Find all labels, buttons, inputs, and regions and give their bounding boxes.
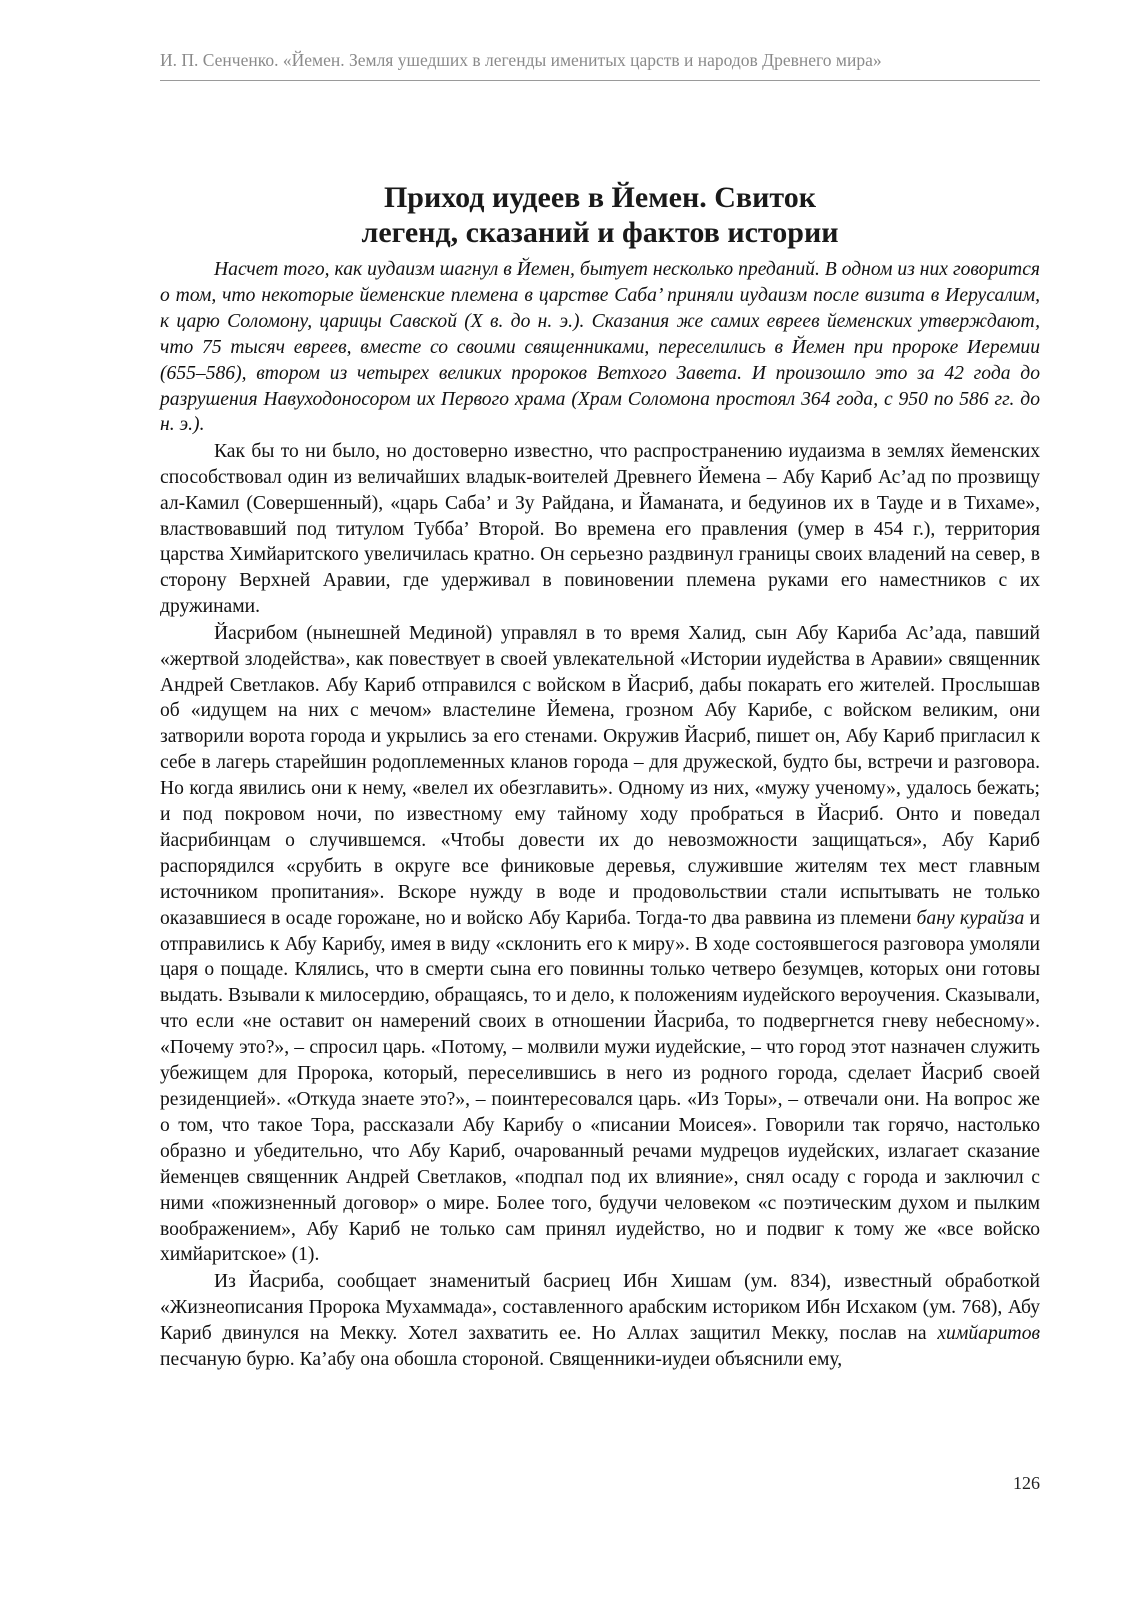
paragraph-4-text-b: песчаную бурю. Ка’абу она обошла стороной. Священники-иудеи объяснили ему, [160,1348,843,1370]
page-number: 126 [1013,1473,1040,1493]
paragraph-3-text-a: Йасрибом (нынешней Мединой) управлял в то время Халид, сын Абу Кариба Ас’ада, павший «жертвой злодейства», как повествует в своей увлекательной «Истории иудейства в Аравии» священник Андрей Светлаков. Абу Кариб отправился с войском в Йасриб, дабы покарать его жителей. Прослышав об «идущем на них с мечом» властелине Йемена, грозном Абу Карибе, с войском великим, они затворили ворота города и укрылись за его стенами. Окружив Йасриб, пишет он, Абу Кариб пригласил к себе в лагерь старейшин родоплеменных кланов города – для дружеской, будто бы, встречи и разговора. Но когда явились они к нему, «велел их обезглавить». Одному из них, «мужу ученому», удалось бежать; и под покровом ночи, по известному ему тайному ходу пробраться в Йасриб. Онто и поведал йасрибинцам о случившемся. «Чтобы довести их до невозможности защищаться», Абу Кариб распорядился «срубить в округе все финиковые деревья, служившие жителям тех мест главным источником пропитания». Вскоре нужду в воде и продовольствии стали испытывать не только оказавшиеся в осаде горожане, но и войско Абу Кариба. Тогда-то два раввина из племени [160,622,1040,929]
intro-paragraph: Насчет того, как иудаизм шагнул в Йемен, бытует несколько преданий. В одном из них говорится о том, что некоторые йеменские племена в царстве Саба’ приняли иудаизм после визита в Иерусалим, к царю Соломону, царицы Савской (X в. до н. э.). Сказания же самих евреев йеменских утверждают, что 75 тысяч евреев, вместе со своими священниками, переселились в Йемен при пророке Иеремии (655–586), втором из четырех великих пророков Ветхого Завета. И произошло это за 42 года до разрушения Навуходоносором их Первого храма (Храм Соломона простоял 364 года, с 950 по 586 гг. до н. э.). [160,259,1040,436]
paragraph-4-text-a: Из Йасриба, сообщает знаменитый басриец Ибн Хишам (ум. 834), известный обработкой «Жизнеописания Пророка Мухаммада», составленного арабским историком Ибн Исхаком (ум. 768), Абу Кариб двинулся на Мекку. Хотел захватить ее. Но Аллах защитил Мекку, послав на [160,1270,1040,1344]
paragraph-3-emphasis: бану курайза [916,907,1025,929]
chapter-title-line-2: легенд, сказаний и фактов истории [361,216,839,250]
paragraph-3-text-b: и отправились к Абу Карибу, имея в виду «склонить его к миру». В ходе состоявшегося разговора умоляли царя о пощаде. Клялись, что в смерти сына его повинны только четверо безумцев, которых они готовы выдать. Взывали к милосердию, обращаясь, то и дело, к положениям иудейского вероучения. Сказывали, что если «не оставит он намерений своих в отношении Йасриба, то подвергнется гневу небесному». «Почему это?», – спросил царь. «Потому, – молвили мужи иудейские, – что город этот назначен служить убежищем для Пророка, который, переселившись в него из родного города, сделает Йасриб своей резиденцией». «Откуда знаете это?», – поинтересовался царь. «Из Торы», – отвечали они. На вопрос же о том, что такое Тора, рассказали Абу Карибу о «писании Моисея». Говорили так горячо, настолько образно и убедительно, что Абу Кариб, очарованный речами мудрецов иудейских, излагает сказание йеменцев священник Андрей Светлаков, «подпал под их влияние», снял осаду с города и заключил с ними «пожизненный договор» о мире. Более того, будучи человеком «с поэтическим духом и пылким воображением», Абу Кариб не только сам принял иудейство, но и подвиг к тому же «все войско химйаритское» (1). [160,907,1041,1266]
paragraph-2: Как бы то ни было, но достоверно известно, что распространению иудаизма в землях йеменских способствовал один из величайших владык-воителей Древнего Йемена – Абу Кариб Ас’ад по прозвищу ал-Камил (Совершенный), «царь Саба’ и Зу Райдана, и Йаманата, и бедуинов их в Тауде и в Тихаме», властвовавший под титулом Тубба’ Второй. Во времена его правления (умер в 454 г.), территория царства Химйаритского увеличилась кратно. Он серьезно раздвинул границы своих владений на север, в сторону Верхней Аравии, где удерживал в повиновении племена руками его наместников с их дружинами. [160,440,1040,618]
body-text [160,257,1040,1372]
chapter-title-line-1: Приход иудеев в Йемен. Свиток [383,181,817,215]
paragraph-4 [160,1269,1040,1373]
header-rule [160,80,1040,81]
paragraph-4-emphasis: химйаритов [937,1322,1040,1344]
paragraph-3 [160,621,1040,1269]
running-head: И. П. Сенченко. «Йемен. Земля ушедших в легенды именитых царств и народов Древнего мира» [160,50,882,70]
chapter-title [160,180,1040,250]
